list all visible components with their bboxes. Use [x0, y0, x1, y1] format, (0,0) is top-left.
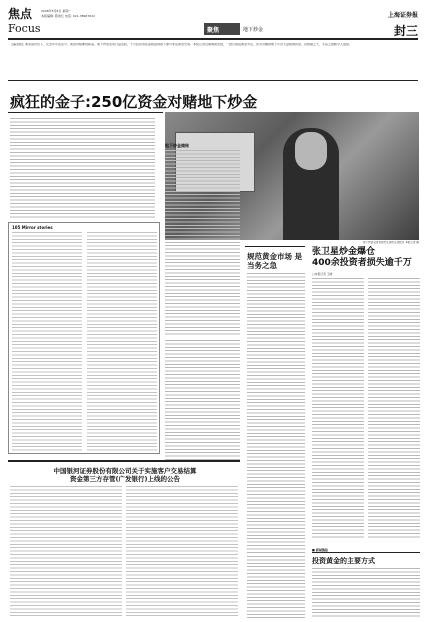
- story4-title: 投资黄金的主要方式: [312, 557, 375, 565]
- header-tag-label: 聚焦: [207, 27, 220, 34]
- story3-col-2: [368, 278, 420, 538]
- box-col-1: [12, 232, 82, 452]
- page-number: 封三: [393, 24, 418, 38]
- date-line: 2008年5月8日 星期一: [41, 9, 72, 13]
- headline: 疯狂的金子:250亿资金对赌地下炒金: [10, 93, 258, 111]
- notice-box: [8, 460, 240, 618]
- headline-rule: [8, 112, 163, 113]
- header-tag-sub: 地下炒金: [243, 27, 264, 33]
- intro-text: [10, 118, 155, 218]
- note-rule: [8, 80, 418, 81]
- notice-col-1: [10, 486, 122, 616]
- box-title: 105 Mirror stories: [12, 225, 53, 230]
- notice-title: 中国银河证券股份有限公司关于实施客户交易结算 资金第三方存管(广发银行)上线的公告: [53, 467, 197, 483]
- box-story: [8, 222, 160, 454]
- paper-name: 上海证券报: [387, 12, 418, 19]
- story2-text: [247, 273, 305, 553]
- story2-rule: [245, 246, 305, 247]
- editor-line: 本版编辑: 陈建红 电话: 021-38967612: [41, 14, 95, 18]
- story4-tag: ■ 新闻链接: [312, 548, 328, 552]
- header-tag: [204, 23, 240, 35]
- notice-col-2: [126, 486, 238, 616]
- story2-bottom-text: [247, 556, 305, 618]
- story3-title: 张卫星炒金爆仓 400余投资者损失逾千万: [312, 247, 412, 268]
- masthead-rule: [8, 38, 418, 40]
- story3-col-1: [312, 278, 364, 538]
- sidebar-text: [165, 150, 240, 335]
- section-title-en: Focus: [8, 22, 41, 35]
- photo-caption: 地下炒金受害者徐先生讲述亲身经历 本报记者 摄: [362, 241, 419, 244]
- story2-title: 规范黄金市场 是当务之急: [247, 252, 303, 270]
- sidebar-title: 地下炒金揭秘: [165, 143, 189, 148]
- story4-rule: [312, 552, 420, 553]
- box-col-2: [87, 232, 157, 452]
- middle-lower-text: [165, 340, 240, 460]
- story3-byline: □本报记者 王晓: [312, 272, 333, 276]
- story4-text: [312, 568, 420, 618]
- section-title: 焦点: [8, 7, 33, 21]
- editor-note: 【编者按】黄金高价位下，从去年年底至今，黄金价格屡创新高，地下炒金活动日益活跃，不少投资者在高收益诱惑下参与非法黄金交易。本报记者近期调查发现，一批以现货黄金为名、实为对赌的地下平台大量吸纳资金，其规模之大、手法之隐蔽令人震惊。: [10, 43, 353, 46]
- photo-face: [295, 132, 327, 170]
